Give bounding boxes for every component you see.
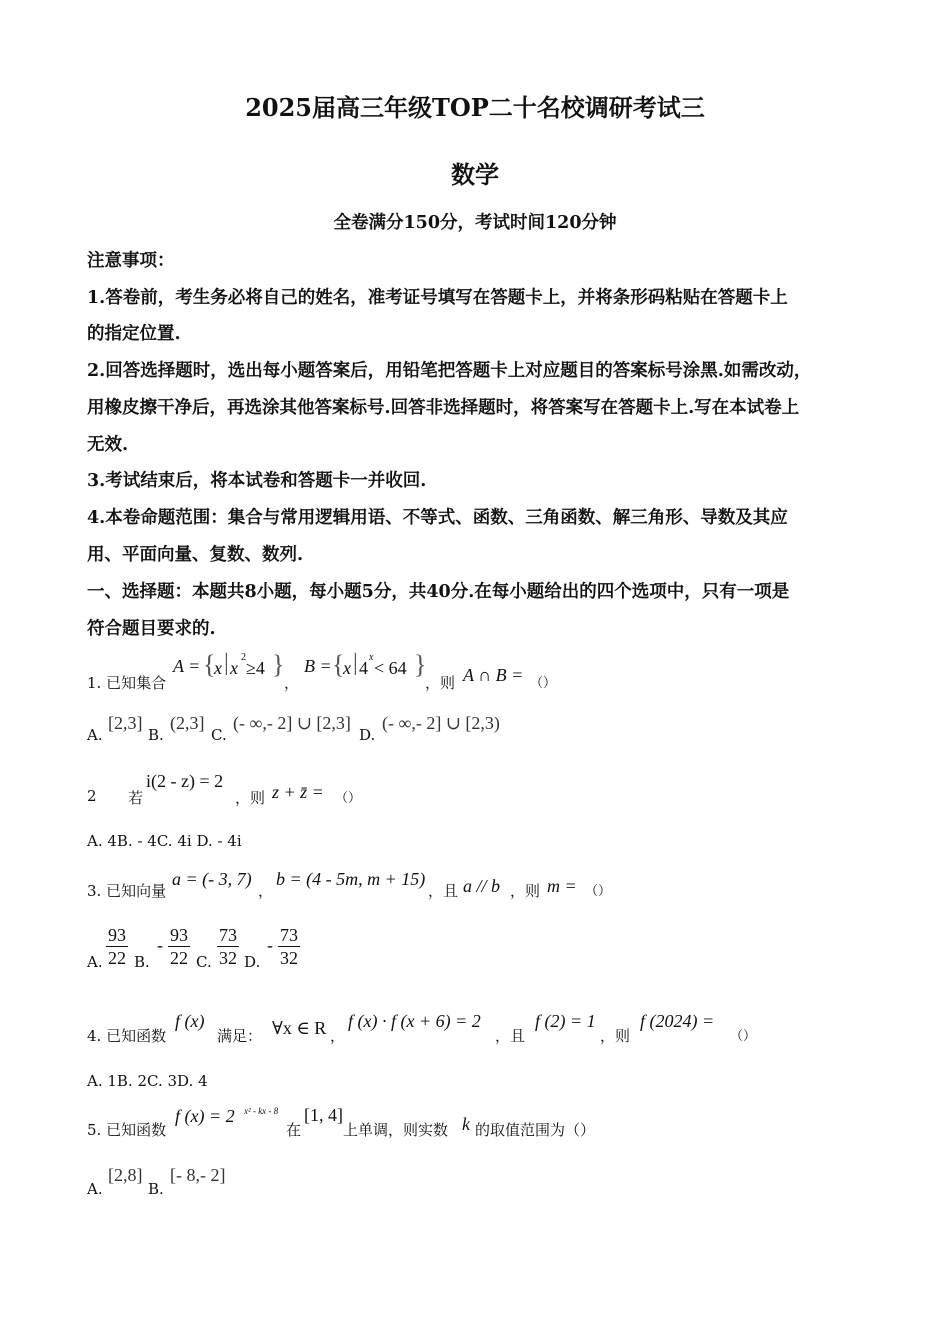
q3-opt-c-numerator: 73 — [219, 925, 237, 945]
q5-k: k — [462, 1114, 470, 1134]
q2-paren: （） — [335, 791, 362, 806]
q5-rest: 的取值范围为（） — [475, 1121, 596, 1139]
q1-set-a-bar: | — [224, 650, 229, 676]
notice-line: 1.答卷前，考生务必将自己的姓名，准考证号填写在答题卡上，并将条形码粘贴在答题卡上 — [87, 288, 788, 308]
q2-number: 2 — [87, 787, 97, 805]
q4-satisfy: 满足： — [217, 1027, 263, 1045]
q2-ruo: 若 — [128, 789, 144, 807]
q5-interval: [1, 4] — [304, 1105, 343, 1125]
q4-prefix: 4. 已知函数 — [87, 1027, 167, 1045]
q4-fx: f (x) — [175, 1011, 205, 1031]
notice-line: 2.回答选择题时，选出每小题答案后，用铅笔把答题卡上对应题目的答案标号涂黑.如需改动， — [87, 361, 812, 381]
q3-m: m = — [547, 876, 577, 896]
q1-set-a-open-brace: { — [203, 650, 216, 679]
notice-line: 用橡皮擦干净后，再选涂其他答案标号.回答非选择题时，将答案写在答题卡上.写在本试卷上 — [87, 398, 800, 418]
q5-fx: f (x) = 2 — [175, 1106, 235, 1126]
q1-opt-d-label: D. — [359, 726, 376, 744]
q1-set-a-label: A = — [173, 656, 201, 676]
q2-then: ，则 — [235, 789, 266, 807]
q1-opt-a-label: A. — [87, 726, 103, 744]
q3-opt-d-label: D. — [244, 953, 261, 971]
q1-prefix: 1. 已知集合 — [87, 674, 167, 692]
q4-comma: ， — [330, 1027, 346, 1045]
q5-opt-b-label: B. — [148, 1180, 164, 1198]
exam-title: 2025届高三年级TOP二十名校调研考试三 — [245, 93, 705, 122]
q3-and: ，且 — [428, 882, 459, 900]
q4-f2024: f (2024) = — [640, 1011, 715, 1031]
q3-comma: ， — [258, 882, 274, 900]
q3-opt-c-fraction — [217, 924, 239, 969]
q3-then: ，则 — [510, 882, 541, 900]
q1-set-a-cond-rest: ≥4 — [246, 658, 265, 678]
q4-and: ，且 — [495, 1027, 526, 1045]
q3-opt-b-sign: - — [157, 935, 163, 955]
q5-exponent: x² - kx - 8 — [244, 1106, 279, 1116]
section-heading: 一、选择题：本题共8小题，每小题5分，共40分.在每小题给出的四个选项中，只有一项是 — [87, 582, 790, 602]
notice-line: 3.考试结束后，将本试卷和答题卡一并收回. — [87, 471, 427, 491]
q1-set-b-bar: | — [353, 650, 358, 676]
q1-set-b-var: x — [343, 658, 351, 678]
q1-opt-c: (- ∞,- 2] ∪ [2,3] — [233, 713, 351, 733]
q3-opt-b-label: B. — [134, 953, 150, 971]
q5-opt-b: [- 8,- 2] — [170, 1165, 226, 1185]
notice-line: 的指定位置. — [87, 324, 181, 344]
q3-opt-d-fraction — [278, 924, 300, 969]
q5-prefix: 5. 已知函数 — [87, 1121, 167, 1139]
q1-comma: ， — [284, 674, 300, 692]
exam-info: 全卷满分150分，考试时间120分钟 — [333, 213, 617, 233]
q2-condition: i(2 - z) = 2 — [146, 771, 224, 791]
q4-then: ，则 — [600, 1027, 631, 1045]
q3-parallel: a // b — [463, 876, 501, 896]
q4-equation: f (x) · f (x + 6) = 2 — [348, 1011, 481, 1031]
notice-line: 用、平面向量、复数、数列. — [87, 545, 304, 565]
q5-opt-a: [2,8] — [108, 1165, 143, 1185]
q1-opt-d: (- ∞,- 2] ∪ [2,3) — [382, 713, 500, 733]
q1-paren: （） — [530, 676, 557, 691]
q2-expr: z + z̄ = — [272, 782, 324, 802]
q1-set-b-exp: x — [369, 652, 374, 663]
q5-mono: 上单调，则实数 — [343, 1121, 449, 1139]
q3-opt-b-denominator: 22 — [170, 948, 188, 968]
q3-opt-b-numerator: 93 — [170, 925, 188, 945]
q3-opt-a-fraction — [106, 924, 128, 969]
notice-line: 无效. — [87, 435, 129, 455]
q4-forall: ∀x ∈ R — [272, 1018, 327, 1038]
q5-in: 在 — [286, 1121, 302, 1139]
q1-then: ，则 — [425, 674, 456, 692]
q3-paren: （） — [585, 884, 612, 899]
q3-opt-a-label: A. — [87, 953, 103, 971]
q1-set-a-var: x — [214, 658, 222, 678]
q4-options: A. 1B. 2C. 3D. 4 — [87, 1072, 208, 1090]
q4-paren: （） — [730, 1029, 757, 1044]
q1-set-a-exp: 2 — [241, 652, 246, 663]
q3-opt-c-denominator: 32 — [219, 948, 237, 968]
q1-set-b-close-brace: } — [414, 650, 427, 679]
q1-set-a-cond-var: x — [230, 658, 238, 678]
q3-vector-a: a = (- 3, 7) — [172, 869, 252, 889]
q2-options: A. 4B. - 4C. 4i D. - 4i — [87, 832, 242, 850]
q3-opt-a-numerator: 93 — [108, 925, 126, 945]
q1-opt-b-label: B. — [148, 726, 164, 744]
q1-expr: A ∩ B = — [463, 665, 524, 685]
q3-opt-b-fraction — [168, 924, 190, 969]
q3-vector-b: b = (4 - 5m, m + 15) — [276, 869, 426, 889]
section-heading-cont: 符合题目要求的. — [87, 619, 216, 639]
q3-opt-a-denominator: 22 — [108, 948, 126, 968]
q3-prefix: 3. 已知向量 — [87, 882, 167, 900]
q3-opt-c-label: C. — [196, 953, 212, 971]
q1-set-b-cond-rest: < 64 — [374, 658, 407, 678]
q1-set-b-cond-base: 4 — [359, 658, 368, 678]
notice-line: 4.本卷命题范围：集合与常用逻辑用语、不等式、函数、三角函数、解三角形、导数及其应 — [87, 508, 788, 528]
q5-opt-a-label: A. — [87, 1180, 103, 1198]
q3-opt-d-numerator: 73 — [280, 925, 298, 945]
q1-set-b-open-brace: { — [332, 650, 345, 679]
q3-opt-d-sign: - — [267, 935, 273, 955]
q1-set-b-label: B = — [304, 656, 332, 676]
q1-opt-a: [2,3] — [108, 713, 143, 733]
q1-opt-c-label: C. — [211, 726, 227, 744]
subject-title: 数学 — [451, 160, 499, 189]
q1-opt-b: (2,3] — [170, 713, 205, 733]
q3-opt-d-denominator: 32 — [280, 948, 298, 968]
notice-heading: 注意事项： — [87, 251, 175, 271]
q1-set-a-close-brace: } — [272, 650, 285, 679]
q4-f2: f (2) = 1 — [535, 1011, 596, 1031]
